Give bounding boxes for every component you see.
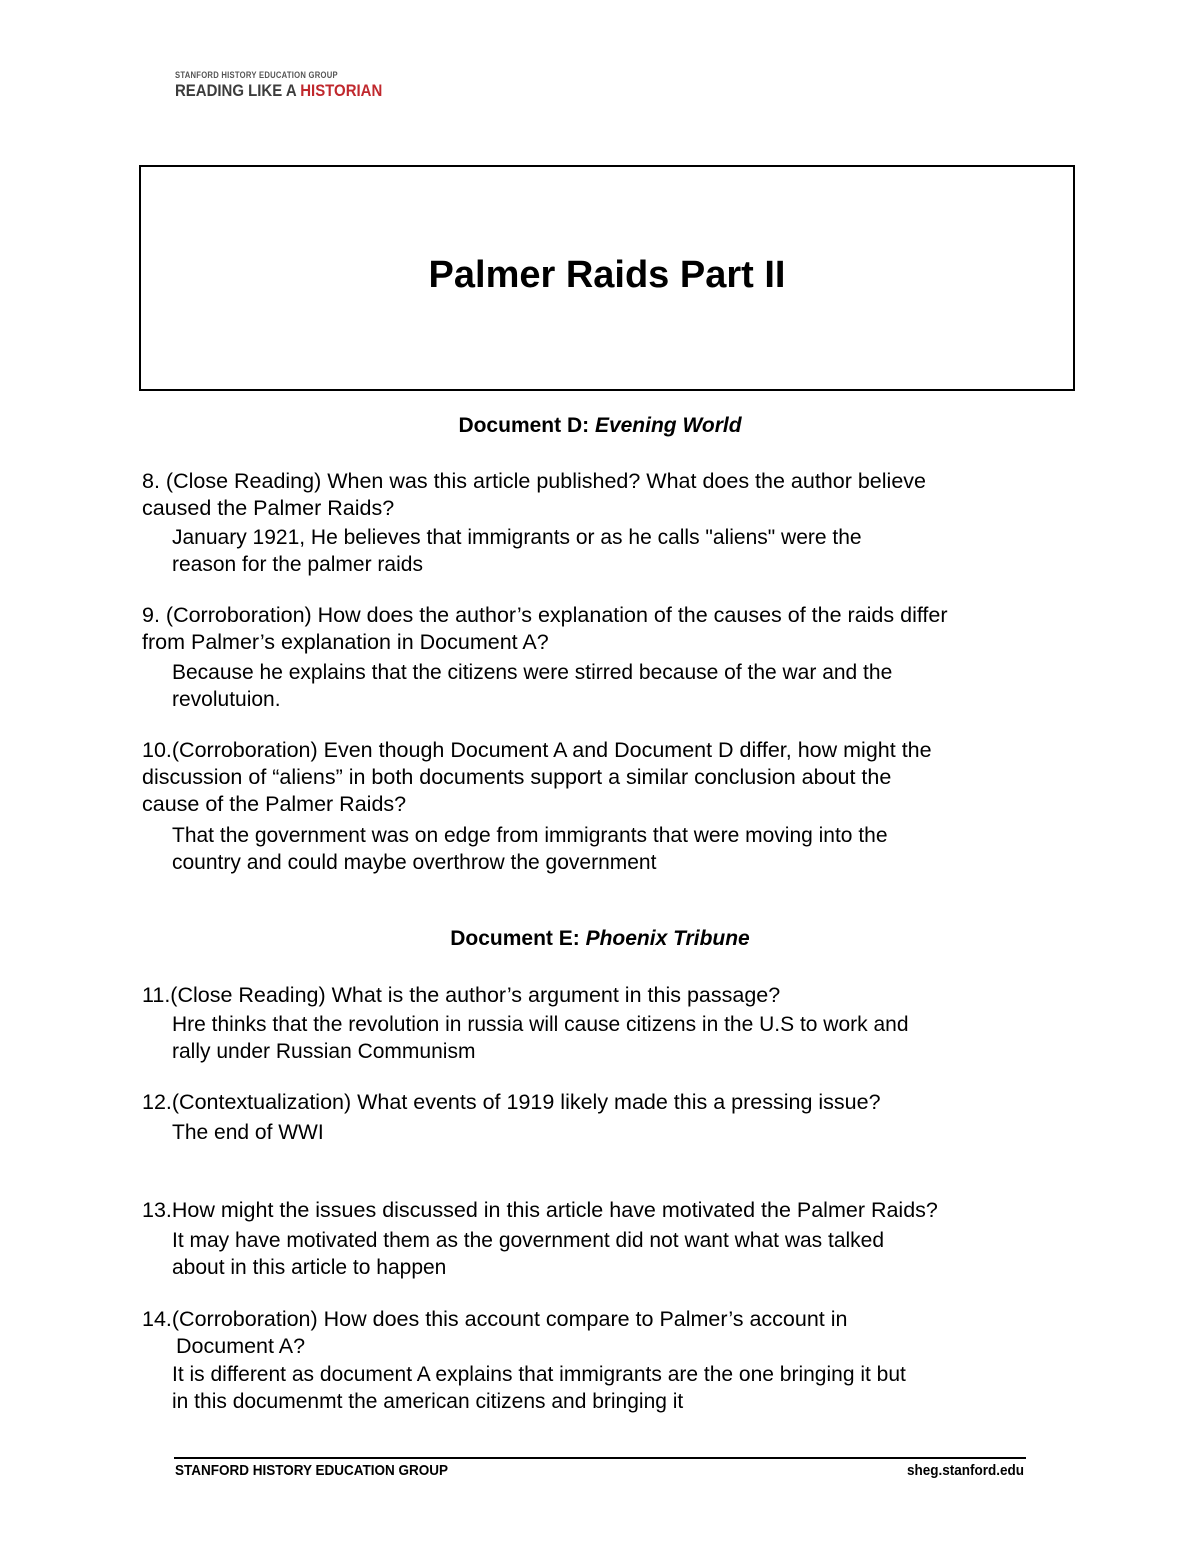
question-13 (142, 1197, 1042, 1224)
document-e-source: Phoenix Tribune (585, 927, 750, 950)
footer-website: sheg.stanford.edu (906, 1462, 1024, 1479)
document-d-label: Document D: (458, 414, 595, 437)
question-line: from Palmer’s explanation in Document A? (142, 630, 549, 654)
question-11 (142, 982, 1042, 1009)
page-title: Palmer Raids Part II (428, 253, 786, 296)
answer-line: The end of WWI (172, 1121, 324, 1144)
answer-line: That the government was on edge from immigrants that were moving into the (172, 824, 888, 847)
question-line: 9. (Corroboration) How does the author’s explanation of the causes of the raids differ (142, 603, 948, 627)
question-10 (142, 737, 1042, 818)
question-14 (142, 1306, 1042, 1360)
sheg-logo (175, 70, 411, 101)
question-line: caused the Palmer Raids? (142, 496, 395, 520)
footer-organization: STANFORD HISTORY EDUCATION GROUP (175, 1462, 449, 1479)
answer-14 (172, 1361, 1022, 1415)
answer-line: Because he explains that the citizens were stirred because of the war and the (172, 661, 893, 684)
answer-9 (172, 659, 1022, 713)
answer-8 (172, 524, 1022, 578)
answer-12 (172, 1119, 1022, 1146)
answer-line: country and could maybe overthrow the government (172, 851, 657, 874)
answer-11 (172, 1011, 1022, 1065)
logo-title-red: HIST (300, 81, 335, 100)
question-line: 12.(Contextualization) What events of 1919 likely made this a pressing issue? (142, 1090, 881, 1114)
question-line: 13.How might the issues discussed in this article have motivated the Palmer Raids? (142, 1198, 938, 1222)
question-line: cause of the Palmer Raids? (142, 792, 407, 816)
question-line: Document A? (176, 1334, 306, 1358)
question-line: 8. (Close Reading) When was this article published? What does the author believe (142, 469, 926, 493)
question-8 (142, 468, 1042, 522)
answer-line: It is different as document A explains that immigrants are the one bringing it but (172, 1363, 906, 1386)
answer-line: It may have motivated them as the government did not want what was talked (172, 1229, 885, 1252)
document-e-label: Document E: (450, 927, 586, 950)
document-d-source: Evening World (594, 414, 742, 437)
question-9 (142, 602, 1042, 656)
answer-10 (172, 822, 1022, 876)
answer-line: rally under Russian Communism (172, 1040, 476, 1063)
title-box (139, 165, 1075, 391)
question-line: discussion of “aliens” in both documents support a similar conclusion about the (142, 765, 892, 789)
answer-13 (172, 1227, 1022, 1281)
question-line: 14.(Corroboration) How does this account compare to Palmer’s account in (142, 1307, 848, 1331)
answer-line: about in this article to happen (172, 1256, 447, 1279)
footer-divider (174, 1457, 1026, 1459)
answer-line: revolutuion. (172, 688, 281, 711)
answer-line: in this documenmt the american citizens and bringing it (172, 1390, 684, 1413)
question-line: 11.(Close Reading) What is the author’s argument in this passage? (142, 983, 781, 1007)
document-d-heading (0, 414, 1200, 438)
question-line: 10.(Corroboration) Even though Document A and Document D differ, how might the (142, 738, 932, 762)
answer-line: reason for the palmer raids (172, 553, 423, 576)
answer-line: Hre thinks that the revolution in russia will cause citizens in the U.S to work and (172, 1013, 909, 1036)
question-12 (142, 1089, 1042, 1116)
logo-title-red-end: RIAN (345, 81, 383, 100)
logo-subtitle: STANFORD HISTORY EDUCATION GROUP (175, 70, 338, 80)
answer-line: January 1921, He believes that immigrants or as he calls "aliens" were the (172, 526, 862, 549)
logo-title-part: READING LIKE A (175, 81, 301, 100)
logo-title (175, 81, 382, 101)
logo-title-red-o: O (334, 81, 346, 100)
document-e-heading (0, 927, 1200, 951)
